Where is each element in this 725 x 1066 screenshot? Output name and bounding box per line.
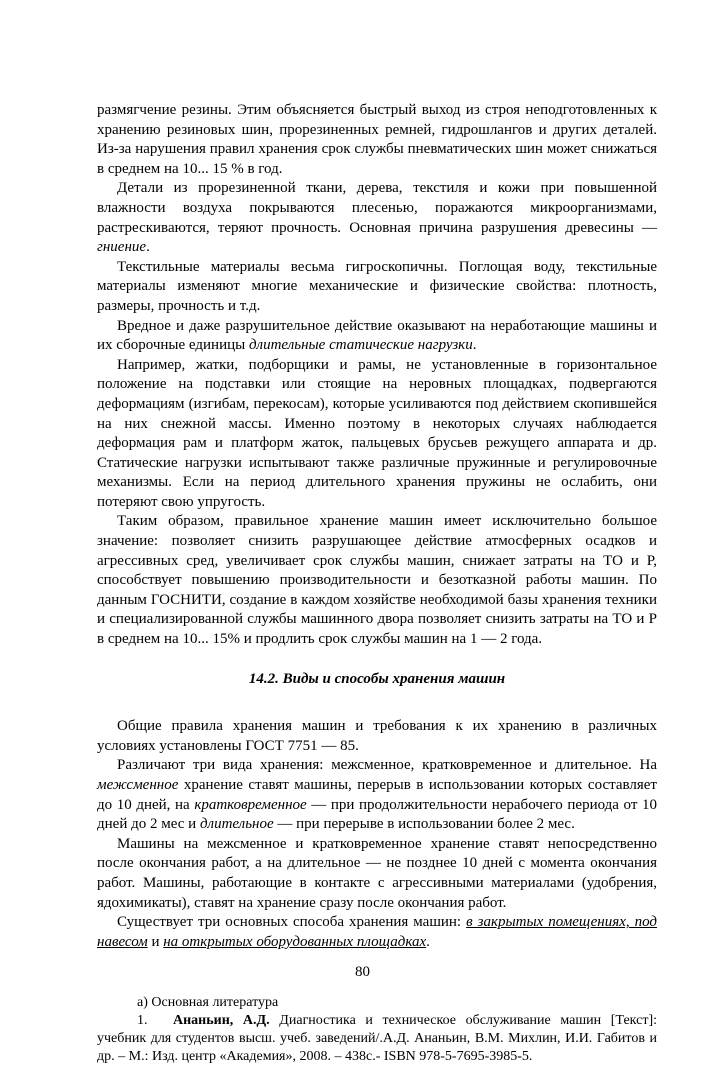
paragraph-8-b: хранение ставят машины, перерыв в использовании которых составляет до 10 дней, на <box>97 777 657 813</box>
paragraph-4-italic: длительные статические нагрузки <box>248 337 473 354</box>
paragraph-9: Машины на межсменное и кратковременное хранение ставят непосредственно после окончания работ, а на длительное — не позднее 10 дней с момента окончания работ. Машины, работающие в контакте с агрессивными материалами (удобрения, ядохимикаты), ставят на хранение сразу после окончания работ. <box>97 835 657 911</box>
page-number: 80 <box>355 964 370 980</box>
paragraph-8-a: Различают три вида хранения: межсменное, кратковременное и длительное. На <box>117 757 657 774</box>
literature-item-number: 1. <box>137 1013 148 1029</box>
literature-heading: а) Основная литература <box>137 995 279 1011</box>
term-shortterm: кратковременное <box>194 796 307 813</box>
literature-author: Ананьин, А.Д. <box>173 1013 270 1029</box>
literature-section <box>97 994 657 1066</box>
paragraph-8-c: — при продолжительности нерабочего периода от 10 дней до 2 мес и <box>97 796 657 833</box>
paragraph-5: Например, жатки, подборщики и рамы, не установленные в горизонтальное положение на подставки или стоящие на неровных площадках, подвергаются деформациям (изгибам, перекосам), которые усиливаются под действием скопившейся на них снежной массы. Именно поэтому в некоторых случаях наблюдается деформация рам и платформ жаток, пальцевых брусьев режущего аппарата и др. Статические нагрузки испытывают также различные пружинные и регулировочные механизмы. Если на период длительного хранения пружины не ослабить, они потеряют свою упругость. <box>97 356 657 510</box>
paragraph-10-b: и <box>147 933 164 950</box>
paragraph-7: Общие правила хранения машин и требования к их хранению в различных условиях установлены ГОСТ 7751 — 85. <box>97 718 657 754</box>
paragraph-4 <box>97 317 657 356</box>
section-heading: 14.2. Виды и способы хранения машин <box>248 670 506 687</box>
paragraph-8-d: — при перерыве в использовании более 2 мес. <box>273 816 575 833</box>
paragraph-4-text: Вредное и даже разрушительное действие оказывают на неработающие машины и их сборочные единицы <box>97 317 657 354</box>
literature-item <box>97 1012 657 1066</box>
paragraph-3: Текстильные материалы весьма гигроскопичны. Поглощая воду, текстильные материалы изменяют многие механические и физические свойства: плотность, размеры, прочность и т.д. <box>97 258 657 314</box>
page-body <box>97 101 657 1066</box>
paragraph-10-end: . <box>426 933 430 950</box>
paragraph-10-a: Существует три основных способа хранения машин: <box>117 914 467 931</box>
paragraph-6: Таким образом, правильное хранение машин имеет исключительно большое значение: позволяет снизить разрушающее действие атмосферных осадков и агрессивных сред, увеличивает срок службы машин, снижает затраты на ТО и Р, способствует повышению производительности и безотказной работы машин. По данным ГОСНИТИ, создание в каждом хозяйстве необходимой базы хранения техники и специализированной службы машинного двора позволяет снизить затраты на ТО и Р в среднем на 10... 15% и продлить срок службы машин на 1 — 2 года. <box>97 513 657 648</box>
literature-text: Диагностика и техническое обслуживание машин [Текст]: учебник для студентов высш. учеб. заведений/.А.Д. Ананьин, В.М. Михлин, И.И. Габитов и др. – М.: Изд. центр «Академия», 2008. – 438с.- ISBN 978-5-7695-3985-5. <box>97 1013 658 1065</box>
paragraph-2-text: Детали из прорезиненной ткани, дерева, текстиля и кожи при повышенной влажности воздуха покрываются плесенью, поражаются микроорганизмами, растрескиваются, теряют прочность. Основная причина разрушения древесины — <box>97 180 657 236</box>
paragraph-4-end: . <box>472 337 477 354</box>
paragraph-8 <box>97 756 657 834</box>
paragraph-10 <box>97 913 657 952</box>
paragraph-2-end: . <box>146 239 150 256</box>
term-intershift: межсменное <box>97 777 179 793</box>
term-longterm: длительное <box>199 816 274 833</box>
paragraph-2-italic: гниение <box>97 239 147 256</box>
paragraph-intro: размягчение резины. Этим объясняется быстрый выход из строя неподготовленных к хранению резиновых шин, прорезиненных ремней, гидрошлангов и других деталей. Из-за нарушения правил хранения срок службы пневматических шин может снижаться в среднем на 10... 15 % в год. <box>97 102 657 177</box>
method-indoor-shed: в закрытых помещениях, под навесом <box>97 914 657 950</box>
paragraph-2 <box>97 179 657 257</box>
method-open-area: на открытых оборудованных площадках <box>163 933 427 950</box>
